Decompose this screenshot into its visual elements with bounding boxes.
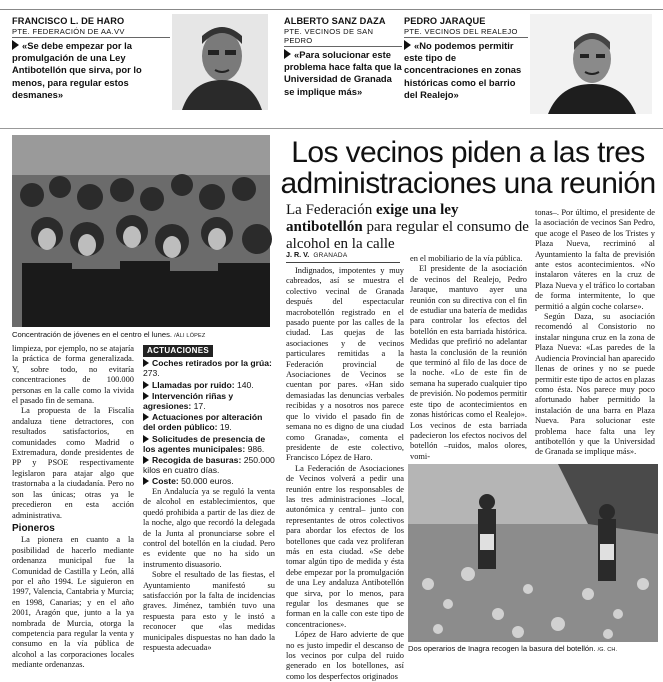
paragraph: El presidente de la asociación de vecinos del Realejo, Pedro Jaraque, mantuvo ayer una reunión con su directiva con el fin de estudiar una batería de medidas para controlar los efectos del botellón en esta barriada histórica. Medidas que prefirió no adelantar hasta la conclusión de la reunión que terminó al filo de las doce de la noche. «Lo de este fin de semana ha superado cualquier tipo de previsión. No podemos permitir este tipo de acontecimientos en zonas históricas como el Realejo». Los vecinos de esta barriada padecieron los efectos nocivos del botellón –ruidos, malos olores, vomi-	[410, 264, 527, 461]
paragraph: en el mobiliario de la vía pública.	[410, 254, 523, 263]
paragraph: Según Daza, su asociación recomendó al Consistorio no instalar ninguna cruz en la zona de Plaza Nueva: «Las paredes de la Audiencia Provincial han aparecido llenas de orines y no se puede permitir este tipo de actos en plazas como ésta. Nos parece muy poco afortunado haber permitido la instalación de una barra en Plaza Nueva. Para solucionar este problema hace falta una ley antibotellón y que la Universidad de Granada se implique más».	[535, 312, 655, 457]
column-4	[410, 254, 527, 464]
paragraph: limpieza, por ejemplo, no se atajaría la práctica de forma generalizada. Y, sobre todo, no evitaría concentraciones de 100.000 personas en la calle como la vivida el pasado fin de semana.	[12, 344, 134, 406]
item-value: 50.000 euros.	[181, 476, 234, 487]
item-value: 140.	[237, 379, 254, 390]
quote-text: «Se debe empezar por la promulgación de una Ley Antibotellón que sirva, por lo menos, para regular estos desmanes»	[12, 40, 142, 100]
portrait-3	[530, 14, 652, 114]
column-2-bottom	[143, 487, 275, 657]
caption-text: Dos operarios de Inagra recogen la basura del botellón.	[408, 644, 596, 653]
section-heading: Pioneros	[12, 522, 55, 534]
arrow-icon	[143, 381, 149, 389]
photo-credit: /G. CH.	[597, 647, 618, 653]
item-value: 250.000 kilos en cuatro días.	[143, 455, 275, 476]
item-value: 17.	[193, 401, 206, 412]
item-label: Recogida de basuras:	[152, 455, 242, 466]
paragraph: Sobre el resultado de las fiestas, el Ayuntamiento manifestó su satisfacción por la falta de incidencias graves. Jiménez, también tuvo una respuesta para esto y le instó a reconocer que «las medidas municipales dispuestas no han dado la respuesta adecuada»	[143, 570, 275, 653]
quote-text: «Para solucionar este problema hace falta que la Universidad de Granada se implique más»	[284, 49, 402, 97]
actuaciones-item	[143, 412, 275, 432]
paragraph: La Federación de Asociaciones de Vecinos volverá a pedir una reunión entre los responsables de las tres administraciones –local, autonómica y central– junto con representantes de otros colectivos para abordar los efectos de los botellones que cada vez proliferan más en esta ciudad. «Se debe tomar algún tipo de medida y ésta debe empezar por la promulgación de una Ley andaluza Antibotellón que sirva, por lo menos, para regular los desmanes que se forman en la calle con este tipo de concentraciones».	[286, 463, 404, 629]
quote-role: PTE. FEDERACIÓN DE AA.VV	[12, 27, 170, 38]
headline: Los vecinos piden a las tres administraciones una reunión	[280, 136, 656, 200]
paragraph: En Andalucía ya se reguló la venta de alcohol en establecimientos, que quedó prohibida a partir de las diez de la noche, algo que recordó la delegada de la Junta al pronunciarse sobre el control del botellón en la ciudad. Pero es evidente que no ha sido un instrumento disuasorio.	[143, 487, 275, 569]
column-5	[535, 208, 655, 460]
quote-name: PEDRO JARAQUE	[404, 16, 486, 26]
crowd-photo	[12, 135, 270, 327]
item-label: Actuaciones por alteración del orden público:	[143, 412, 263, 433]
quote-box-1	[12, 16, 170, 101]
actuaciones-item	[143, 391, 275, 411]
photo-caption	[12, 330, 270, 339]
item-label: Intervención riñas y agresiones:	[143, 390, 234, 412]
actuaciones-item	[143, 358, 275, 378]
item-label: Llamadas por ruido:	[152, 379, 235, 390]
column-3	[286, 266, 404, 681]
actuaciones-item	[143, 476, 275, 486]
arrow-icon	[143, 413, 149, 421]
actuaciones-item	[143, 380, 275, 390]
item-label: Coste:	[152, 476, 179, 487]
photo-caption-2	[408, 644, 658, 653]
actuaciones-item	[143, 434, 275, 454]
subhead: La Federación exige una ley antibotellón para regular el consumo de alcohol en la calle	[286, 202, 529, 252]
actuaciones-box	[143, 345, 275, 487]
quote-role: PTE. VECINOS DEL REALEJO	[404, 27, 528, 38]
item-value: 986.	[247, 443, 265, 454]
item-value: 273.	[143, 368, 160, 379]
box-title: ACTUACIONES	[143, 345, 213, 357]
quote-box-3	[404, 16, 528, 101]
arrow-icon	[284, 49, 291, 59]
paragraph: Indignados, impotentes y muy cabreados, así se muestra el colectivo vecinal de Granada después del espectacular macrobotellón registrado en el pasado puente por las calles de la ciudad. Las quejas de las asociaciones y de vecinos particulares remitidas a la Federación provincial de Asociaciones de Vecinos se cuentan por pares. «Han sido demasiadas las denuncias verbales recibidas y a nosotros nos parece que lo vivido el pasado fin de semana no es digno de una ciudad como Granada», comenta el presidente de este colectivo, Francisco López de Haro.	[286, 266, 404, 463]
top-rule	[0, 9, 663, 10]
arrow-icon	[143, 456, 149, 464]
item-label: Solicitudes de presencia de los agentes municipales:	[143, 433, 266, 454]
item-label: Coches retirados por la grúa:	[152, 358, 272, 369]
arrow-icon	[12, 40, 19, 50]
paragraph: La propuesta de la Fiscalía andaluza tiene detractores, con resultados satisfactorios, en comunidades como Madrid o Extremadura, donde presidentes de PP y PSOE respectivamente legislaron para atajar algo que trastornaba a la ciudadanía. Pero no son las únicas; otras ya le precedieron en esta acción administrativa.	[12, 406, 134, 520]
paragraph: tonas–. Por último, el presidente de la asociación de vecinos San Pedro, que acoge el Paseo de los Tristes y Plaza Nueva, recriminó al Ayuntamiento la falta de previsión ante estos acontecimientos. «No instalaron váteres en la cruz de Plaza Nueva y el tráfico lo cortaban de forma intermitente, lo que permitió a algún coche colarse».	[535, 208, 655, 311]
quote-text: «No podemos permitir este tipo de concentraciones en zonas históricas como el barrio del Realejo»	[404, 40, 522, 100]
arrow-icon	[143, 392, 149, 400]
left-column	[12, 344, 134, 670]
quote-name: ALBERTO SANZ DAZA	[284, 16, 386, 26]
quote-role: PTE. VECINOS DE SAN PEDRO	[284, 27, 402, 47]
box-items	[143, 358, 275, 486]
paragraph: López de Haro advierte de que no es justo impedir el descanso de los vecinos por culpa del ruido generado en los botellones, así como los desperfectos originados	[286, 630, 404, 681]
byline: J. R. V. GRANADA	[286, 250, 400, 263]
caption-text: Concentración de jóvenes en el centro el lunes.	[12, 330, 172, 339]
arrow-icon	[404, 40, 411, 50]
quote-name: FRANCISCO L. DE HARO	[12, 16, 125, 26]
quotes-bottom-rule	[0, 128, 663, 129]
paragraph: La pionera en cuanto a la posibilidad de hacerlo mediante ordenanza municipal fue la Comunidad de Castilla y León, allá por el año 1994. Le siguieron en 1997, Valencia, Cantabria y Murcia; en 1998, Canarias; y en el año 2001, Aragón que, junto a la ya nombrada de Murcia, otorga la competencia para regular la venta y consumo en la vía pública de alcohol a las corporaciones locales mediante ordenanzas.	[12, 535, 134, 670]
arrow-icon	[143, 359, 149, 367]
arrow-icon	[143, 435, 149, 443]
quote-box-2	[284, 16, 402, 98]
arrow-icon	[143, 477, 149, 485]
portrait-1	[172, 14, 268, 110]
actuaciones-item	[143, 455, 275, 475]
item-value: 19.	[219, 422, 232, 433]
photo-credit: /ÁLI LÓPEZ	[174, 333, 206, 339]
garbage-photo	[408, 464, 658, 642]
